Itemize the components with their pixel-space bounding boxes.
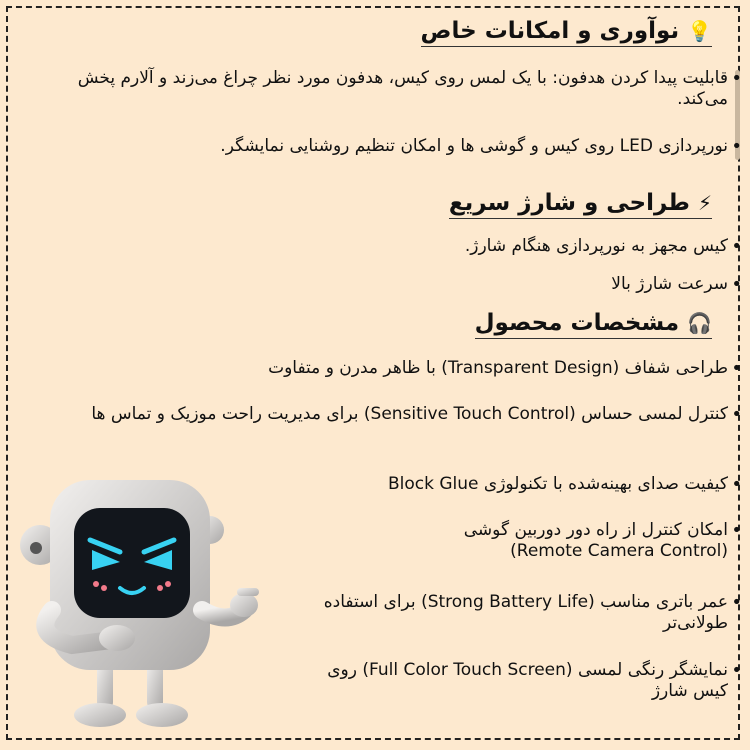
list-item: • سرعت شارژ بالا bbox=[60, 274, 728, 295]
robot-foot bbox=[136, 703, 188, 727]
headphones-icon: 🎧 bbox=[687, 311, 712, 335]
robot-hand bbox=[230, 593, 258, 617]
section-heading-features bbox=[421, 18, 712, 47]
section-heading-specs bbox=[475, 310, 712, 339]
robot-foot bbox=[74, 703, 126, 727]
robot-ear-hole bbox=[30, 542, 42, 554]
list-item: • طراحی شفاف (Transparent Design) با ظاهر مدرن و متفاوت bbox=[60, 358, 728, 379]
heading-text: نوآوری و امکانات خاص bbox=[420, 18, 680, 44]
list-item: • کیفیت صدای بهینه‌شده با تکنولوژی Block Glue bbox=[228, 474, 728, 495]
list-item: • کیس مجهز به نورپردازی هنگام شارژ. bbox=[60, 236, 728, 257]
list-item: • کنترل لمسی حساس (Sensitive Touch Control) برای مدیریت راحت موزیک و تماس ها bbox=[22, 404, 728, 425]
lightbulb-icon: 💡 bbox=[687, 19, 712, 43]
heading-text: مشخصات محصول bbox=[474, 310, 680, 336]
robot-screen bbox=[74, 508, 190, 618]
list-item: • قابلیت پیدا کردن هدفون: با یک لمس روی کیس، هدفون مورد نظر چراغ می‌زند و آلارم پخش می‌کند. bbox=[60, 68, 728, 110]
list-item: • عمر باتری مناسب (Strong Battery Life) برای استفاده طولانی‌تر bbox=[288, 592, 728, 634]
lightning-icon: ⚡ bbox=[697, 191, 712, 215]
section-heading-design bbox=[449, 190, 712, 219]
list-item: • نورپردازی LED روی کیس و گوشی ها و امکان تنظیم روشنایی نمایشگر. bbox=[60, 136, 728, 157]
list-item: • نمایشگر رنگی لمسی (Full Color Touch Screen) روی کیس شارژ bbox=[288, 660, 728, 702]
list-item: • امکان کنترل از راه دور دوربین گوشی (Remote Camera Control) bbox=[388, 520, 728, 562]
robot-hand bbox=[99, 625, 135, 651]
heading-text: طراحی و شارژ سریع bbox=[448, 190, 690, 216]
robot-mascot-icon bbox=[12, 460, 262, 740]
